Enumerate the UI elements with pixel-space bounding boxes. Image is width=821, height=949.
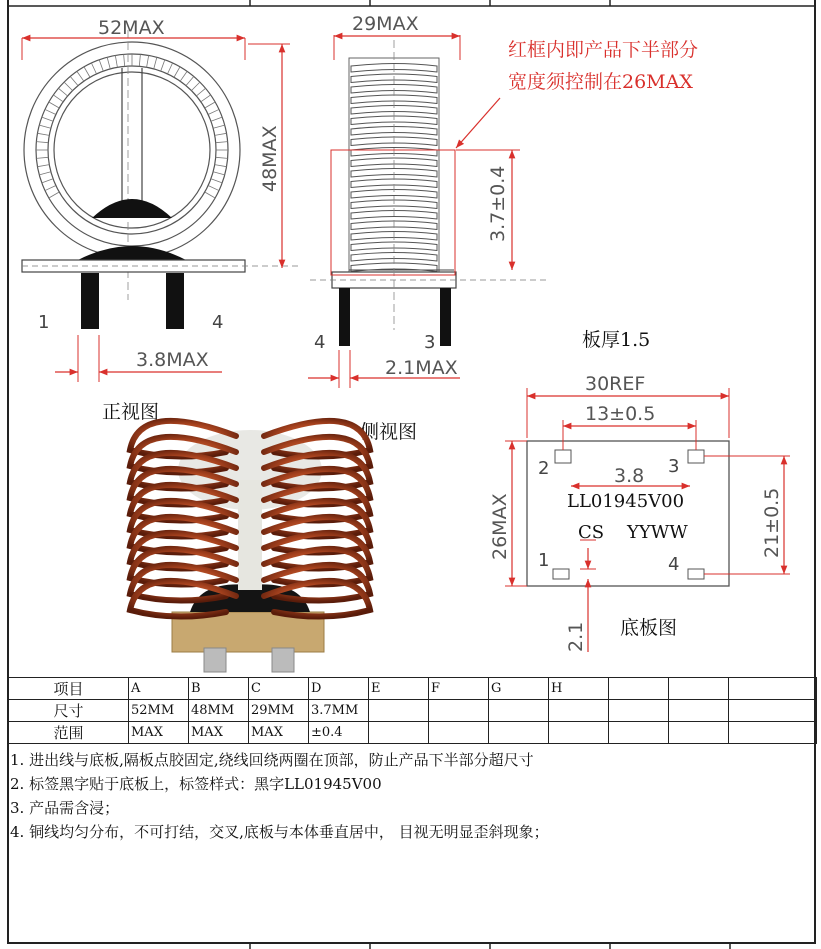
- base-bottom-dim: 2.1: [565, 621, 587, 652]
- board-thickness-label: 板厚1.5: [582, 329, 651, 351]
- spec-table: [8, 677, 817, 744]
- side-view-caption: 侧视图: [360, 421, 418, 443]
- base-inner-dim: 3.8: [614, 465, 645, 487]
- table-cell: 29MM: [249, 700, 309, 722]
- base-code: CS YYWW: [578, 522, 688, 543]
- front-pin1-label: 1: [38, 312, 50, 333]
- table-cell: C: [249, 678, 309, 700]
- table-cell: [429, 722, 489, 744]
- table-cell: [669, 678, 729, 700]
- base-pitch-dim: 13±0.5: [585, 403, 656, 425]
- base-view: [489, 329, 790, 652]
- table-cell: G: [489, 678, 549, 700]
- base-pin1-label: 1: [538, 550, 550, 571]
- base-view-caption: 底板图: [620, 617, 678, 639]
- table-cell: MAX: [249, 722, 309, 744]
- row-label: 项目: [9, 678, 129, 700]
- base-height-dim: 26MAX: [489, 493, 511, 560]
- bottom-strip: [0, 937, 821, 949]
- table-cell: MAX: [129, 722, 189, 744]
- table-cell: [609, 678, 669, 700]
- table-cell: 48MM: [189, 700, 249, 722]
- table-cell: [729, 678, 817, 700]
- red-note: [456, 39, 698, 148]
- table-cell: ±0.4: [309, 722, 369, 744]
- base-pin3-label: 3: [668, 456, 680, 477]
- note-line: 4. 铜线均匀分布，不可打结，交叉,底板与本体垂直居中， 目视无明显歪斜现象；: [10, 823, 549, 841]
- table-cell: B: [189, 678, 249, 700]
- table-cell: 52MM: [129, 700, 189, 722]
- front-view-caption: 正视图: [102, 401, 160, 423]
- table-cell: F: [429, 678, 489, 700]
- side-view: [308, 13, 550, 388]
- table-cell: A: [129, 678, 189, 700]
- table-cell: [549, 700, 609, 722]
- title-strip: [7, 0, 816, 6]
- front-pin4-label: 4: [212, 312, 224, 333]
- row-label: 范围: [9, 722, 129, 744]
- table-cell: D: [309, 678, 369, 700]
- side-pin3-label: 3: [424, 332, 436, 353]
- table-cell: [669, 722, 729, 744]
- product-photo: [130, 421, 370, 672]
- red-note-line2: 宽度须控制在26MAX: [508, 71, 693, 93]
- table-cell: [489, 722, 549, 744]
- red-note-line1: 红框内即产品下半部分: [508, 39, 699, 61]
- table-cell: [369, 700, 429, 722]
- table-row: [9, 722, 817, 744]
- table-cell: [729, 700, 817, 722]
- note-line: 2. 标签黑字贴于底板上，标签样式：黑字LL01945V00: [10, 775, 382, 793]
- base-part-number: LL01945V00: [567, 491, 685, 512]
- table-cell: [729, 722, 817, 744]
- table-cell: [549, 722, 609, 744]
- table-cell: MAX: [189, 722, 249, 744]
- front-width-dim: 52MAX: [98, 17, 165, 39]
- table-row: [9, 678, 817, 700]
- side-pin4-label: 4: [314, 332, 326, 353]
- table-cell: [669, 700, 729, 722]
- base-ref-dim: 30REF: [585, 373, 646, 395]
- table-cell: [429, 700, 489, 722]
- notes: [10, 748, 810, 844]
- base-right-dim: 21±0.5: [761, 487, 783, 558]
- table-cell: [489, 700, 549, 722]
- front-height-dim: 48MAX: [259, 125, 281, 192]
- note-line: 3. 产品需含浸；: [10, 799, 120, 817]
- side-width-dim: 29MAX: [352, 13, 419, 35]
- side-pitch-dim: 2.1MAX: [385, 357, 458, 379]
- side-lower-dim: 3.7±0.4: [487, 165, 509, 242]
- front-pin-gap-dim: 3.8MAX: [136, 349, 209, 371]
- table-cell: E: [369, 678, 429, 700]
- table-cell: 3.7MM: [309, 700, 369, 722]
- table-cell: [609, 700, 669, 722]
- table-cell: [369, 722, 429, 744]
- base-pin4-label: 4: [668, 554, 680, 575]
- front-view: [22, 17, 300, 382]
- table-cell: [609, 722, 669, 744]
- table-cell: H: [549, 678, 609, 700]
- table-row: [9, 700, 817, 722]
- base-pin2-label: 2: [538, 458, 550, 479]
- note-line: 1. 进出线与底板,隔板点胶固定,绕线回绕两圈在顶部，防止产品下半部分超尺寸: [10, 751, 534, 769]
- row-label: 尺寸: [9, 700, 129, 722]
